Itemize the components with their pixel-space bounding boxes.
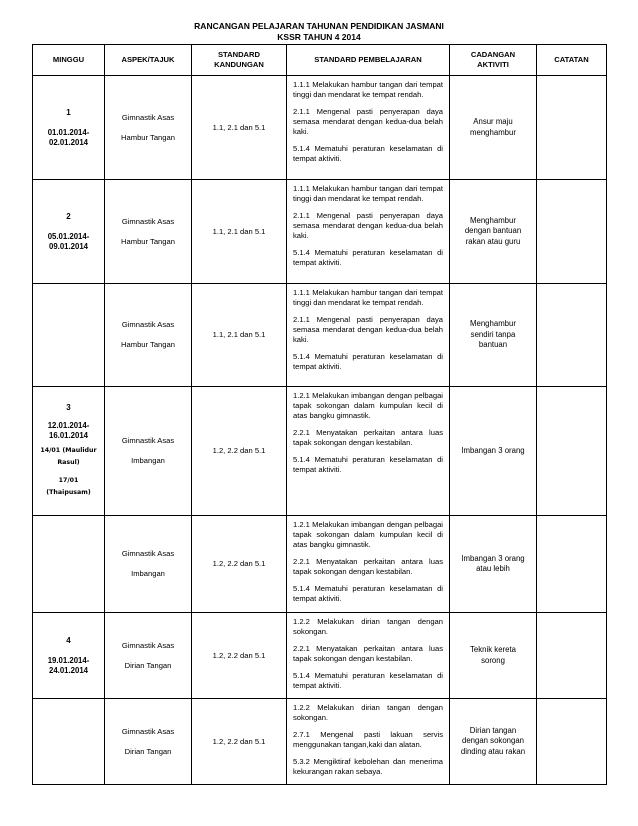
column-header-standard-kandungan [192,45,287,76]
table-row [33,516,607,613]
standard-pembelajaran-cell [287,76,450,180]
standard-pembelajaran-cell [287,180,450,284]
aspek-text: Gimnastik Asas [121,640,175,650]
sp-item: 2.2.1 Menyatakan perkaitan antara luas tapak sokongan dengan kestabilan. [293,428,443,447]
standard-pembelajaran-cell [287,699,450,785]
sp-item: 5.1.4 Mematuhi peraturan keselamatan di tempat aktiviti. [293,584,443,603]
aktiviti-line: Ansur maju [473,117,513,126]
sp-item: 1.2.1 Melakukan imbangan dengan pelbagai tapak sokongan dalam kumpulan kecil di atas bangku gimnastik. [293,520,443,549]
aktiviti-line: Imbangan 3 orang [461,445,525,455]
catatan-cell [537,387,607,516]
column-header-cadangan-aktiviti [450,45,537,76]
column-header-standard-pembelajaran: STANDARD PEMBELAJARAN [287,45,450,76]
document-subtitle: KSSR TAHUN 4 2014 [277,32,361,42]
column-header-cadangan-line1: CADANGAN [470,50,516,59]
column-header-cadangan-line2: AKTIVITI [477,60,509,69]
holiday-note: 14/01 (Maulidur [40,447,97,454]
sp-item: 2.2.1 Menyatakan perkaitan antara luas tapak sokongan dengan kestabilan. [293,557,443,576]
aspek-text: Gimnastik Asas [121,549,175,558]
sp-item: 1.2.1 Melakukan imbangan dengan pelbagai tapak sokongan dalam kumpulan kecil di atas bangku gimnastik. [293,391,443,420]
aktiviti-line: sendiri tanpa [470,329,516,339]
week-date-end: 02.01.2014 [48,137,89,147]
aktiviti-line: dengan sokongan [462,736,524,746]
aspek-cell [105,180,192,284]
standard-kandungan-cell: 1.2, 2.2 dan 5.1 [192,613,287,699]
week-number: 2 [66,211,71,221]
holiday-note: Rasul) [57,459,80,466]
sp-item: 5.1.4 Mematuhi peraturan keselamatan di tempat aktiviti. [293,352,443,371]
catatan-cell [537,613,607,699]
aktiviti-line: bantuan [478,340,508,350]
standard-kandungan-cell: 1.2, 2.2 dan 5.1 [192,516,287,613]
aktiviti-line: Teknik kereta [470,645,516,654]
column-header-aspek: ASPEK/TAJUK [105,45,192,76]
sp-item: 2.2.1 Menyatakan perkaitan antara luas tapak sokongan dengan kestabilan. [293,644,443,663]
week-date-start: 12.01.2014- [47,421,90,430]
table-row [33,613,607,699]
aspek-cell [105,699,192,785]
aktiviti-line: dinding atau rakan [460,746,526,756]
sp-item: 5.1.4 Mematuhi peraturan keselamatan di tempat aktiviti. [293,248,443,267]
week-cell [33,180,105,284]
standard-kandungan-cell: 1.2, 2.2 dan 5.1 [192,387,287,516]
standard-kandungan-cell: 1.1, 2.1 dan 5.1 [192,284,287,387]
week-cell [33,284,105,387]
aktiviti-cell [450,387,537,516]
aktiviti-line: atau lebih [476,564,510,573]
aktiviti-cell [450,76,537,180]
tajuk-text: Hambur Tangan [121,236,175,246]
tajuk-text: Hambur Tangan [121,132,175,142]
holiday-note: (Thaipusam) [46,489,91,496]
sp-item: 1.1.1 Melakukan hambur tangan dari tempat tinggi dan mendarat ke tempat rendah. [293,80,443,99]
column-header-minggu: MINGGU [33,45,105,76]
table-row [33,284,607,387]
week-date-end: 16.01.2014 [48,431,89,440]
aspek-cell [105,284,192,387]
sp-item: 5.1.4 Mematuhi peraturan keselamatan di tempat aktiviti. [293,144,443,163]
holiday-note: 17/01 [58,477,79,484]
header-row [33,45,607,76]
column-header-catatan: CATATAN [537,45,607,76]
week-cell [33,699,105,785]
sp-item: 1.2.2 Melakukan dirian tangan dengan sokongan. [293,617,443,636]
aktiviti-line: rakan atau guru [465,236,521,246]
sp-item: 2.1.1 Mengenal pasti penyerapan daya semasa mendarat dengan kedua-dua belah kaki. [293,315,443,344]
aspek-text: Gimnastik Asas [121,726,175,736]
week-cell [33,387,105,516]
aktiviti-line: Imbangan 3 orang [461,553,525,563]
standard-pembelajaran-cell [287,613,450,699]
week-date-start: 05.01.2014- [47,231,90,241]
tajuk-text: Dirian Tangan [124,660,172,670]
week-date-start: 01.01.2014- [47,127,90,137]
tajuk-text: Imbangan [131,569,165,578]
week-date-start: 19.01.2014- [47,655,90,665]
week-number: 1 [66,107,71,117]
column-header-standard-kandungan-line2: KANDUNGAN [214,60,264,69]
sp-item: 2.1.1 Mengenal pasti penyerapan daya semasa mendarat dengan kedua-dua belah kaki. [293,107,443,136]
table-row [33,699,607,785]
aktiviti-line: sorong [481,655,505,665]
aktiviti-line: dengan bantuan [464,226,522,236]
sp-item: 5.1.4 Mematuhi peraturan keselamatan di tempat aktiviti. [293,455,443,474]
sp-item: 1.2.2 Melakukan dirian tangan dengan sokongan. [293,703,443,722]
catatan-cell [537,180,607,284]
sp-item: 5.1.4 Mematuhi peraturan keselamatan di tempat aktiviti. [293,671,443,690]
week-date-end: 09.01.2014 [48,241,89,251]
aspek-cell [105,387,192,516]
catatan-cell [537,699,607,785]
week-number: 3 [66,403,71,412]
aspek-text: Gimnastik Asas [121,216,175,226]
aspek-text: Gimnastik Asas [121,436,175,445]
tajuk-text: Hambur Tangan [121,340,175,349]
week-cell [33,516,105,613]
table-row [33,387,607,516]
aktiviti-line: Dirian tangan [469,725,517,735]
aktiviti-cell [450,613,537,699]
week-cell [33,613,105,699]
sp-item: 2.1.1 Mengenal pasti penyerapan daya semasa mendarat dengan kedua-dua belah kaki. [293,211,443,240]
week-date-end: 24.01.2014 [48,665,89,675]
standard-pembelajaran-cell [287,516,450,613]
aktiviti-line: Menghambur [470,319,516,329]
tajuk-text: Imbangan [131,456,165,465]
aspek-text: Gimnastik Asas [121,320,175,329]
sp-item: 5.3.2 Mengiktiraf kebolehan dan menerima kekurangan rakan sebaya. [293,757,443,776]
aktiviti-line: Menghambur [470,215,516,225]
aspek-cell [105,613,192,699]
standard-pembelajaran-cell [287,387,450,516]
sp-item: 1.1.1 Melakukan hambur tangan dari tempat tinggi dan mendarat ke tempat rendah. [293,288,443,307]
catatan-cell [537,284,607,387]
aktiviti-line: menghambur [470,127,516,137]
aktiviti-cell [450,180,537,284]
column-header-standard-kandungan-line1: STANDARD [217,50,261,59]
week-number: 4 [66,635,71,645]
aspek-cell [105,76,192,180]
tajuk-text: Dirian Tangan [124,746,172,756]
standard-kandungan-cell: 1.1, 2.1 dan 5.1 [192,180,287,284]
aktiviti-cell [450,516,537,613]
sp-item: 1.1.1 Melakukan hambur tangan dari tempat tinggi dan mendarat ke tempat rendah. [293,184,443,203]
standard-kandungan-cell: 1.1, 2.1 dan 5.1 [192,76,287,180]
week-cell [33,76,105,180]
table-row [33,180,607,284]
document-title: RANCANGAN PELAJARAN TAHUNAN PENDIDIKAN JASMANI [194,21,444,31]
standard-pembelajaran-cell [287,284,450,387]
lesson-plan-table [32,44,607,785]
aktiviti-cell [450,284,537,387]
sp-item: 2.7.1 Mengenal pasti lakuan servis menggunakan tangan,kaki dan alatan. [293,730,443,749]
aspek-text: Gimnastik Asas [121,112,175,122]
standard-kandungan-cell: 1.2, 2.2 dan 5.1 [192,699,287,785]
catatan-cell [537,76,607,180]
aspek-cell [105,516,192,613]
table-row [33,76,607,180]
catatan-cell [537,516,607,613]
aktiviti-cell [450,699,537,785]
